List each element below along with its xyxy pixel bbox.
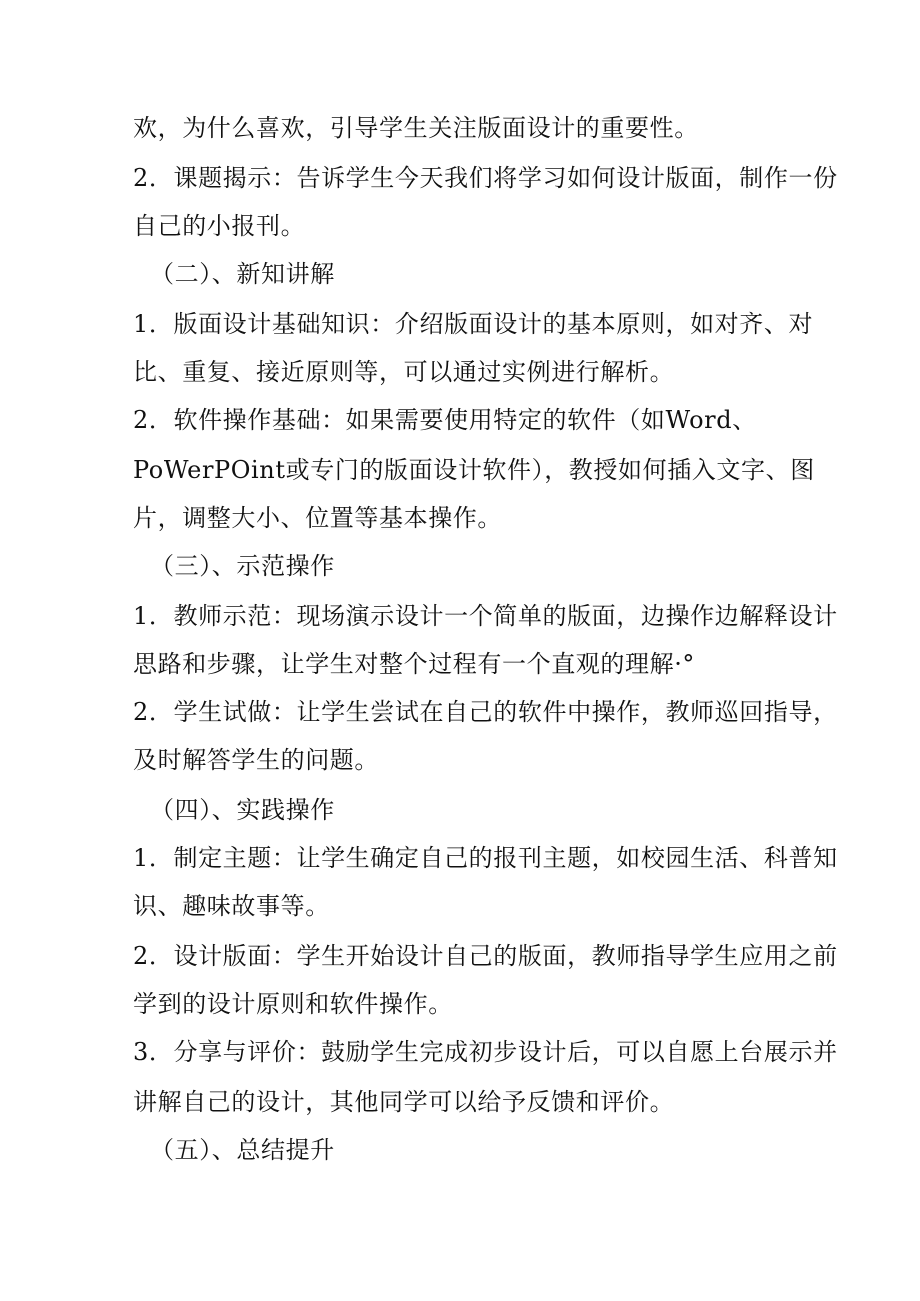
text-line: 片，调整大小、位置等基本操作。	[133, 504, 502, 532]
text-line: 欢，为什么喜欢，引导学生关注版面设计的重要性。	[133, 114, 699, 142]
text-line: 1．版面设计基础知识：介绍版面设计的基本原则，如对齐、对	[133, 310, 814, 338]
text-line: 1．教师示范：现场演示设计一个简单的版面，边操作边解释设计	[133, 602, 838, 630]
text-line: 2．设计版面：学生开始设计自己的版面，教师指导学生应用之前	[133, 942, 838, 970]
text-line: 讲解自己的设计，其他同学可以给予反馈和评价。	[133, 1088, 675, 1116]
text-line: 学到的设计原则和软件操作。	[133, 990, 453, 1018]
text-line: 2．课题揭示：告诉学生今天我们将学习如何设计版面，制作一份	[133, 164, 838, 192]
text-line: 思路和步骤，让学生对整个过程有一个直观的理解·°	[133, 650, 696, 678]
text-line: 识、趣味故事等。	[133, 892, 330, 920]
text-line: 2．学生试做：让学生尝试在自己的软件中操作，教师巡回指导，	[133, 698, 838, 726]
text-line: 1．制定主题：让学生确定自己的报刊主题，如校园生活、科普知	[133, 844, 838, 872]
text-line: 及时解答学生的问题。	[133, 746, 379, 774]
text-line: 3．分享与评价：鼓励学生完成初步设计后，可以自愿上台展示并	[133, 1038, 838, 1066]
section-heading: （四）、实践操作	[150, 796, 335, 824]
text-line: 自己的小报刊。	[133, 212, 306, 240]
section-heading: （三）、示范操作	[150, 552, 335, 580]
text-line: 2．软件操作基础：如果需要使用特定的软件（如Word、	[133, 406, 757, 434]
section-heading: （二）、新知讲解	[150, 260, 335, 288]
section-heading: （五）、总结提升	[150, 1136, 335, 1164]
text-line: 比、重复、接近原则等，可以通过实例进行解析。	[133, 358, 675, 386]
text-line: PoWerPOint或专门的版面设计软件），教授如何插入文字、图	[133, 456, 815, 484]
